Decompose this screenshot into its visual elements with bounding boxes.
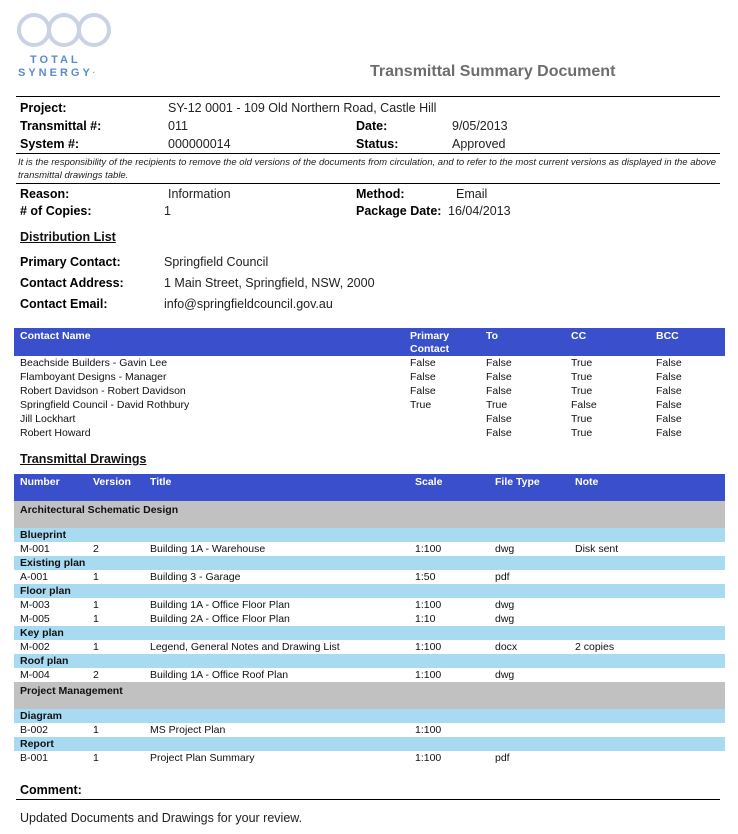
- drawing-cell: 1:100: [409, 668, 489, 682]
- method-label: Method:: [356, 187, 405, 201]
- drawing-cell: M-004: [14, 668, 87, 682]
- drawing-cell: 1:100: [409, 598, 489, 612]
- status-value: Approved: [452, 137, 506, 151]
- contact-cell: [404, 426, 480, 440]
- contact-cell: Jill Lockhart: [14, 412, 404, 426]
- drawing-cell: 1: [87, 640, 144, 654]
- drawing-cell: [569, 668, 725, 682]
- drawing-row: [14, 668, 725, 682]
- contacts-table-body: [14, 356, 725, 440]
- drawing-cell: 1:100: [409, 751, 489, 765]
- transmittal-value: 011: [168, 119, 188, 133]
- project-label: Project:: [20, 101, 67, 115]
- drawing-cell: 2: [87, 668, 144, 682]
- system-value: 000000014: [168, 137, 231, 151]
- header-rule: [16, 153, 720, 154]
- column-header: Primary Contact: [404, 328, 480, 356]
- drawing-cell: [569, 723, 725, 737]
- contact-row: [14, 356, 725, 370]
- drawing-cell: 2 copies: [569, 640, 725, 654]
- comment-rule: [16, 799, 720, 800]
- drawing-subgroup-row: [14, 709, 725, 723]
- drawing-cell: 1: [87, 723, 144, 737]
- contact-address-value: 1 Main Street, Springfield, NSW, 2000: [164, 276, 375, 290]
- reason-label: Reason:: [20, 187, 70, 201]
- drawing-cell: 1:100: [409, 542, 489, 556]
- drawing-cell: B-002: [14, 723, 87, 737]
- drawings-header-row: [14, 474, 725, 501]
- drawing-cell: A-001: [14, 570, 87, 584]
- column-header: Scale: [409, 474, 489, 501]
- contact-cell: False: [650, 384, 725, 398]
- contact-cell: Robert Howard: [14, 426, 404, 440]
- reason-value: Information: [168, 187, 231, 201]
- drawing-cell: 1: [87, 751, 144, 765]
- drawing-subgroup-row: [14, 556, 725, 570]
- drawing-cell: 1: [87, 612, 144, 626]
- contact-cell: True: [404, 398, 480, 412]
- contact-cell: False: [650, 370, 725, 384]
- column-header: CC: [565, 328, 650, 356]
- subgroup-label: Blueprint: [14, 528, 725, 542]
- drawing-cell: pdf: [489, 751, 569, 765]
- column-header: To: [480, 328, 565, 356]
- drawing-subgroup-row: [14, 528, 725, 542]
- contact-cell: False: [480, 356, 565, 370]
- method-value: Email: [456, 187, 488, 201]
- contact-cell: Robert Davidson - Robert Davidson: [14, 384, 404, 398]
- drawing-cell: Building 1A - Office Roof Plan: [144, 668, 409, 682]
- group-label: Project Management: [14, 682, 725, 709]
- subgroup-label: Floor plan: [14, 584, 725, 598]
- drawing-subgroup-row: [14, 626, 725, 640]
- drawing-cell: 1:10: [409, 612, 489, 626]
- package-date-value: 16/04/2013: [448, 204, 511, 218]
- subgroup-label: Existing plan: [14, 556, 725, 570]
- contact-cell: True: [565, 356, 650, 370]
- contact-cell: True: [565, 384, 650, 398]
- drawing-subgroup-row: [14, 737, 725, 751]
- drawing-cell: 1:100: [409, 640, 489, 654]
- primary-contact-value: Springfield Council: [164, 255, 269, 269]
- drawing-cell: Building 3 - Garage: [144, 570, 409, 584]
- group-label: Architectural Schematic Design: [14, 501, 725, 528]
- drawing-cell: dwg: [489, 542, 569, 556]
- drawing-cell: [569, 751, 725, 765]
- contact-cell: [404, 412, 480, 426]
- drawing-cell: M-001: [14, 542, 87, 556]
- drawing-cell: [569, 570, 725, 584]
- contact-cell: False: [404, 370, 480, 384]
- recipient-notice: It is the responsibility of the recipients to remove the old versions of the documents from circulation, and to refer to the most current versions as displayed in the above transmittal drawings table.: [18, 157, 717, 181]
- drawing-cell: 1:50: [409, 570, 489, 584]
- drawing-cell: M-005: [14, 612, 87, 626]
- comment-text: Updated Documents and Drawings for your review.: [20, 811, 303, 825]
- drawing-row: [14, 542, 725, 556]
- column-header: Note: [569, 474, 725, 501]
- contact-row: [14, 370, 725, 384]
- subgroup-label: Diagram: [14, 709, 725, 723]
- contact-cell: False: [480, 426, 565, 440]
- drawing-cell: Building 2A - Office Floor Plan: [144, 612, 409, 626]
- contact-cell: True: [565, 370, 650, 384]
- contacts-header-row: [14, 328, 725, 356]
- drawing-row: [14, 598, 725, 612]
- drawing-row: [14, 640, 725, 654]
- column-header: Contact Name: [14, 328, 404, 356]
- status-label: Status:: [356, 137, 399, 151]
- drawing-cell: dwg: [489, 668, 569, 682]
- drawing-cell: Project Plan Summary: [144, 751, 409, 765]
- drawing-cell: Building 1A - Warehouse: [144, 542, 409, 556]
- drawing-cell: B-001: [14, 751, 87, 765]
- system-label: System #:: [20, 137, 80, 151]
- contacts-table: [14, 328, 725, 440]
- copies-value: 1: [164, 204, 171, 218]
- contact-cell: False: [650, 426, 725, 440]
- contact-cell: False: [480, 384, 565, 398]
- date-value: 9/05/2013: [452, 119, 508, 133]
- drawing-row: [14, 612, 725, 626]
- contact-cell: False: [480, 412, 565, 426]
- drawing-subgroup-row: [14, 654, 725, 668]
- drawing-group-row: [14, 682, 725, 709]
- contact-row: [14, 384, 725, 398]
- drawing-cell: Building 1A - Office Floor Plan: [144, 598, 409, 612]
- drawing-cell: docx: [489, 640, 569, 654]
- drawings-table-body: [14, 501, 725, 765]
- column-header: Version: [87, 474, 144, 501]
- subgroup-label: Roof plan: [14, 654, 725, 668]
- logo-line-1: TOTAL: [30, 54, 81, 66]
- contact-row: [14, 412, 725, 426]
- drawing-subgroup-row: [14, 584, 725, 598]
- column-header: Number: [14, 474, 87, 501]
- contact-cell: True: [565, 426, 650, 440]
- drawing-cell: Legend, General Notes and Drawing List: [144, 640, 409, 654]
- logo-wordmark: [18, 54, 98, 80]
- project-value: SY-12 0001 - 109 Old Northern Road, Castle Hill: [168, 101, 437, 115]
- contact-cell: True: [480, 398, 565, 412]
- subgroup-label: Report: [14, 737, 725, 751]
- document-title: Transmittal Summary Document: [370, 63, 616, 80]
- contact-cell: False: [650, 412, 725, 426]
- contact-address-label: Contact Address:: [20, 276, 124, 290]
- contact-cell: Beachside Builders - Gavin Lee: [14, 356, 404, 370]
- contact-row: [14, 398, 725, 412]
- drawing-cell: 2: [87, 542, 144, 556]
- drawing-cell: 1: [87, 598, 144, 612]
- contact-cell: False: [565, 398, 650, 412]
- logo-mark: ·: [92, 70, 99, 77]
- logo-line-2: SYNERGY: [18, 67, 93, 79]
- drawing-cell: MS Project Plan: [144, 723, 409, 737]
- package-date-label: Package Date:: [356, 204, 442, 218]
- drawings-table: [14, 474, 725, 765]
- drawing-row: [14, 751, 725, 765]
- date-label: Date:: [356, 119, 388, 133]
- top-rule: [16, 96, 720, 97]
- comment-label: Comment:: [20, 783, 82, 797]
- notice-rule: [16, 183, 720, 184]
- drawing-row: [14, 570, 725, 584]
- drawing-cell: [569, 612, 725, 626]
- transmittal-label: Transmittal #:: [20, 119, 102, 133]
- contact-cell: False: [480, 370, 565, 384]
- contact-cell: Flamboyant Designs - Manager: [14, 370, 404, 384]
- contact-cell: False: [650, 356, 725, 370]
- contact-email-label: Contact Email:: [20, 297, 108, 311]
- drawing-cell: 1:100: [409, 723, 489, 737]
- contact-cell: True: [565, 412, 650, 426]
- column-header: File Type: [489, 474, 569, 501]
- column-header: Title: [144, 474, 409, 501]
- drawing-group-row: [14, 501, 725, 528]
- drawing-cell: dwg: [489, 612, 569, 626]
- drawing-cell: pdf: [489, 570, 569, 584]
- distribution-list-title: Distribution List: [20, 230, 116, 244]
- drawing-cell: 1: [87, 570, 144, 584]
- contact-row: [14, 426, 725, 440]
- contact-cell: False: [650, 398, 725, 412]
- drawing-cell: [489, 723, 569, 737]
- transmittal-drawings-title: Transmittal Drawings: [20, 452, 147, 466]
- subgroup-label: Key plan: [14, 626, 725, 640]
- drawing-cell: [569, 598, 725, 612]
- contact-cell: False: [404, 356, 480, 370]
- drawing-cell: M-003: [14, 598, 87, 612]
- drawing-cell: Disk sent: [569, 542, 725, 556]
- contact-email-value: info@springfieldcouncil.gov.au: [164, 297, 333, 311]
- drawing-cell: dwg: [489, 598, 569, 612]
- drawing-cell: M-002: [14, 640, 87, 654]
- drawing-row: [14, 723, 725, 737]
- contact-cell: Springfield Council - David Rothbury: [14, 398, 404, 412]
- copies-label: # of Copies:: [20, 204, 92, 218]
- contact-cell: False: [404, 384, 480, 398]
- column-header: BCC: [650, 328, 725, 356]
- total-synergy-logo: [16, 8, 112, 52]
- primary-contact-label: Primary Contact:: [20, 255, 121, 269]
